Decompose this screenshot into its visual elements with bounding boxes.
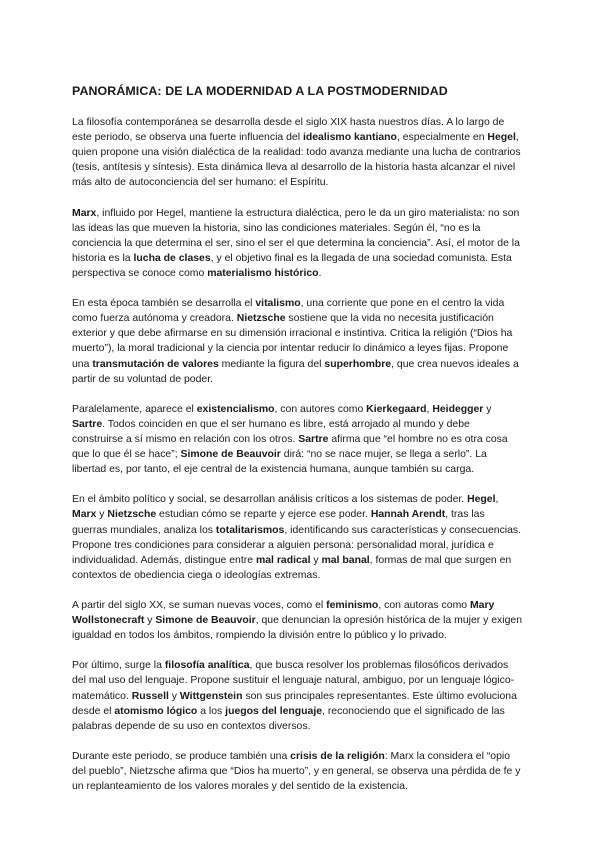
text-run: afirma que “el hombre no es otra cosa que lo que él se hace”; <box>72 433 508 461</box>
bold-term: Sartre <box>72 418 103 430</box>
bold-term: materialismo histórico <box>207 267 319 279</box>
paragraph-6 <box>72 598 522 643</box>
text-run: , formas de mal que surgen en contextos de obediencia ciega o ideologías extremas. <box>72 554 512 581</box>
bold-term: superhombre <box>324 358 392 370</box>
text-run: , que denuncian la opresión histórica de la mujer y exigen igualdad en todos los ámbitos, rompiendo la división entre lo público y lo privado. <box>72 615 523 642</box>
text-run: , reconociendo que el significado de las palabras depende de su uso en contextos diversos. <box>72 705 505 732</box>
bold-term: Hegel <box>467 494 496 506</box>
text-run: , quien propone una visión dialéctica de la realidad: todo avanza mediante una lucha de contrarios (tesis, antítesis y síntesis). Esta dinámica lleva al desarrollo de la historia hasta alcanzar el nivel más alto de autoconciencia del ser humano: el Espíritu. <box>72 132 521 189</box>
text-run: La filosofía contemporánea se desarrolla desde el siglo XIX hasta nuestros días. A lo largo de este periodo, se observa una fuerte influencia del <box>72 117 505 144</box>
text-run: sostiene que la vida no necesita justificación exterior y que debe afirmarse en su dimensión irracional e instintiva. Critica la religión (“Dios ha muerto”), la moral tradicional y la ciencia por intentar reducir lo dinámico a leyes fijas. Propone una <box>72 313 513 370</box>
bold-term: crisis de la religión <box>290 750 385 762</box>
text-run: , especialmente en <box>396 132 488 144</box>
bold-term: mal radical <box>255 554 311 566</box>
document-body <box>72 115 522 809</box>
text-run: y <box>168 690 180 702</box>
bold-term: totalitarismos <box>215 524 285 536</box>
text-run: , que crea nuevos ideales a partir de su voluntad de poder. <box>72 358 519 385</box>
text-run: y <box>483 403 492 415</box>
text-run: , identificando sus características y consecuencias. Propone tres condiciones para considerar a alguien persona: personalidad moral, jurídica e individualidad. Además, distingue entre <box>72 524 522 566</box>
bold-term: juegos del lenguaje <box>225 705 323 717</box>
text-run: En el ámbito político y social, se desarrollan análisis críticos a los sistemas de poder. <box>72 494 468 506</box>
text-run: : Marx la considera el “opio del pueblo”, Nietzsche afirma que “Dios ha muerto”, y en general, se observa una pérdida de fe y un replanteamiento de los valores morales y del sentido de la existencia. <box>72 750 521 793</box>
bold-term: Hannah Arendt <box>370 509 446 521</box>
bold-term: Simone de Beauvoir <box>155 615 256 627</box>
bold-term: Heidegger <box>432 403 484 415</box>
text-run: . <box>318 267 322 279</box>
bold-term: Mary Wollstonecraft <box>72 600 495 627</box>
document-title: PANORÁMICA: DE LA MODERNIDAD A LA POSTMODERNIDAD <box>72 84 448 98</box>
bold-term: Nietzsche <box>107 509 157 521</box>
text-run: A partir del siglo XX, se suman nuevas voces, como el <box>72 600 327 611</box>
bold-term: idealismo kantiano <box>302 132 397 144</box>
paragraph-8 <box>72 749 522 794</box>
text-run: , una corriente que pone en el centro la vida como fuerza autónoma y creadora. <box>72 298 505 325</box>
text-run: dirá: “no se nace mujer, se llega a serlo”. La libertad es, por tanto, el eje central de la existencia humana, aunque también su carga. <box>72 449 487 476</box>
text-run: Durante este periodo, se produce también una <box>72 750 291 762</box>
text-run: y <box>96 509 108 521</box>
bold-term: atomismo lógico <box>114 705 198 717</box>
bold-term: vitalismo <box>255 298 301 310</box>
text-run: , <box>495 494 499 506</box>
bold-term: Marx <box>72 509 97 521</box>
bold-term: Sartre <box>298 433 329 445</box>
text-run: , tras las guerras mundiales, analiza los <box>72 509 485 536</box>
bold-term: feminismo <box>326 600 379 611</box>
text-run: a los <box>197 705 226 717</box>
bold-term: Russell <box>131 690 169 702</box>
bold-term: Wittgenstein <box>179 690 243 702</box>
text-run: , y el objetivo final es la llegada de una sociedad comunista. Esta perspectiva se conoce como <box>72 252 512 279</box>
text-run: Paralelamente, aparece el <box>72 403 197 415</box>
bold-term: Hegel <box>487 132 516 144</box>
text-run: estudian cómo se reparte y ejerce ese poder. <box>156 509 371 521</box>
bold-term: Marx <box>72 207 97 219</box>
text-run: , <box>426 403 433 415</box>
text-run: mediante la figura del <box>218 358 325 370</box>
text-run: . Todos coinciden en que el ser humano es libre, está arrojado al mundo y debe construirse a sí mismo en relación con los otros. <box>72 418 470 445</box>
bold-term: Kierkegaard <box>366 403 427 415</box>
bold-term: transmutación de valores <box>92 358 219 370</box>
paragraph-7 <box>72 658 522 733</box>
text-run: En esta época también se desarrolla el <box>72 298 256 310</box>
text-run: y <box>310 554 322 566</box>
text-run: Por último, surge la <box>72 660 165 672</box>
text-run: , con autores como <box>274 403 367 415</box>
paragraph-2 <box>72 206 522 281</box>
text-run: , con autoras como <box>378 600 470 611</box>
paragraph-4 <box>72 402 522 477</box>
text-run: son sus principales representantes. Este último evoluciona desde el <box>72 690 517 717</box>
bold-term: filosofía analítica <box>164 660 250 672</box>
text-run: y <box>144 615 156 627</box>
bold-term: existencialismo <box>196 403 275 415</box>
text-run: , que busca resolver los problemas filosóficos derivados del mal uso del lenguaje. Propone sustituir el lenguaje natural, ambiguo, por un lenguaje lógico-matemático. <box>72 660 515 702</box>
paragraph-5 <box>72 492 522 583</box>
bold-term: lucha de clases <box>133 252 211 264</box>
bold-term: mal banal <box>321 554 370 566</box>
bold-term: Nietzsche <box>236 313 286 325</box>
paragraph-1 <box>72 115 522 190</box>
paragraph-3 <box>72 296 522 387</box>
bold-term: Simone de Beauvoir <box>180 449 281 461</box>
text-run: , influido por Hegel, mantiene la estructura dialéctica, pero le da un giro materialista: no son las ideas las que mueven la historia, sino las condiciones materiales. Según él, “no es la conciencia la que determina el ser, sino el ser el que determina la conciencia”. Así, el motor de la historia es la <box>72 207 520 264</box>
